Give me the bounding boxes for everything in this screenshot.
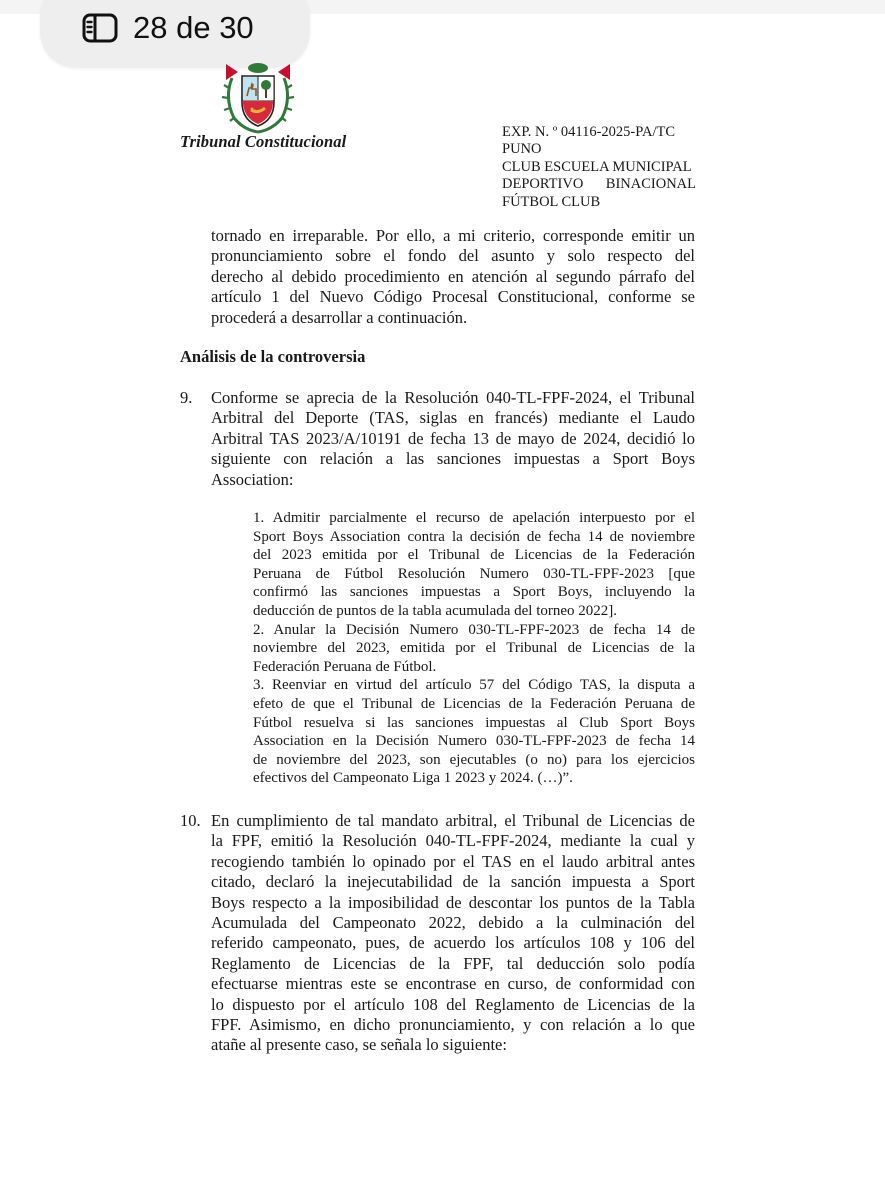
- case-region: PUNO: [502, 141, 542, 158]
- quote-line: de noviembre del 2023, son ejecutables (o no) para los ejercicios: [253, 751, 695, 768]
- text-line: Boys respecto a la imposibilidad de descontar los puntos de la Tabla: [211, 892, 695, 912]
- intro-paragraph: [211, 226, 695, 328]
- text-line: tornado en irreparable. Por ello, a mi criterio, corresponde emitir un: [211, 226, 695, 245]
- text-line: efectuarse mientras este se encontrase en curso, de conformidad con: [211, 974, 695, 994]
- text-line: siguiente con relación a las sanciones impuestas a Sport Boys: [211, 449, 695, 469]
- paragraph-number: 10.: [180, 811, 201, 830]
- quote-line: Association en la Decisión Numero 030-TL-FPF-2023 de fecha 14: [253, 733, 695, 750]
- text-line: procederá a desarrollar a continuación.: [211, 307, 468, 327]
- paragraph-number: 9.: [180, 388, 193, 407]
- text-line: la FPF, emitió la Resolución 040-TL-FPF-2024, mediante la cual y: [211, 831, 695, 851]
- quote-line: efeto de que el Tribunal de Licencias de la Federación Peruana de: [253, 695, 695, 712]
- quote-line: 2. Anular la Decisión Numero 030-TL-FPF-2023 de fecha 14 de: [253, 621, 695, 638]
- text-line: pronunciamiento sobre el fondo del asunto y solo respecto del: [211, 246, 695, 266]
- text-line: Arbitral TAS 2023/A/10191 de fecha 13 de mayo de 2024, decidió lo: [211, 428, 695, 448]
- text-line: Acumulada del Campeonato 2022, debido a la culminación del: [211, 913, 695, 933]
- quote-line: 1. Admitir parcialmente el recurso de apelación interpuesto por el: [253, 510, 695, 526]
- text-line: referido campeonato, pues, de acuerdo los artículos 108 y 106 del: [211, 933, 695, 953]
- quote-line: 3. Reenviar en virtud del artículo 57 del Código TAS, la disputa a: [253, 677, 695, 694]
- text-line: Association:: [211, 469, 294, 489]
- text-line: En cumplimiento de tal mandato arbitral, el Tribunal de Licencias de: [211, 811, 695, 830]
- paragraph-9: [211, 388, 695, 490]
- quote-line: noviembre del 2023, emitida por el Tribunal de Licencias de la: [253, 640, 695, 657]
- text-line: artículo 1 del Nuevo Código Procesal Constitucional, conforme se: [211, 287, 695, 307]
- case-party-line: DEPORTIVO BINACIONAL: [502, 176, 696, 193]
- page-indicator: 28 de 30: [133, 10, 254, 45]
- text-line: recogiendo también lo opinado por el TAS en el laudo arbitral antes: [211, 851, 695, 871]
- text-line: atañe al presente caso, se señala lo siguiente:: [211, 1035, 507, 1055]
- paragraph-10: [211, 811, 695, 1056]
- case-party-line: FÚTBOL CLUB: [502, 193, 601, 210]
- text-line: lo dispuesto por el artículo 108 del Reglamento de Licencias de la: [211, 994, 695, 1014]
- text-line: Reglamento de Licencias de la FPF, tal deducción solo podía: [211, 953, 695, 973]
- coat-of-arms-icon: [218, 58, 298, 134]
- quote-line: Peruana de Fútbol Resolución Numero 030-TL-FPF-2023 [que: [253, 565, 695, 582]
- block-quote: [253, 509, 695, 788]
- quote-line: efectivos del Campeonato Liga 1 2023 y 2024. (…)”.: [253, 770, 573, 787]
- quote-line: deducción de puntos de la tabla acumulada del torneo 2022].: [253, 602, 618, 619]
- case-number: EXP. N. º 04116-2025-PA/TC: [502, 124, 676, 140]
- text-line: FPF. Asimismo, en dicho pronunciamiento, y con relación a lo que: [211, 1015, 695, 1035]
- quote-line: Federación Peruana de Fútbol.: [253, 658, 437, 675]
- quote-line: Sport Boys Association contra la decisión de fecha 14 de noviembre: [253, 528, 695, 545]
- text-line: citado, declaró la inejecutabilidad de la sanción impuesta a Sport: [211, 872, 695, 892]
- text-line: Conforme se aprecia de la Resolución 040-TL-FPF-2024, el Tribunal: [211, 388, 695, 407]
- quote-line: del 2023 emitida por el Tribunal de Licencias de la Federación: [253, 547, 695, 564]
- quote-line: confirmó las sanciones impuestas a Sport Boys, incluyendo la: [253, 584, 695, 601]
- quote-line: Fútbol resuelva si las sanciones impuestas al Club Sport Boys: [253, 714, 695, 731]
- text-line: derecho al debido procedimiento en atención al segundo párrafo del: [211, 266, 695, 286]
- case-party-line: CLUB ESCUELA MUNICIPAL: [502, 158, 692, 175]
- section-heading: Análisis de la controversia: [180, 347, 366, 366]
- court-name: Tribunal Constitucional: [180, 132, 347, 151]
- case-reference: [502, 124, 696, 211]
- text-line: Arbitral del Deporte (TAS, siglas en francés) mediante el Laudo: [211, 408, 695, 428]
- sidebar-toggle-icon[interactable]: [82, 13, 118, 43]
